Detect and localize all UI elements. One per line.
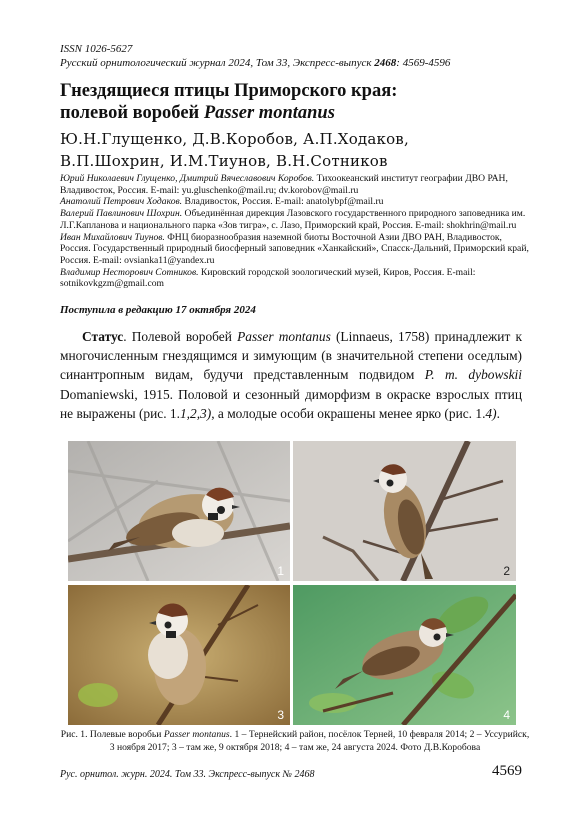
photo-number: 4 [503,708,510,722]
affiliation: Иван Михайлович Тиунов. ФНЦ биоразнообразия наземной биоты Восточной Азии ДВО РАН, Владивосток, Россия. Государственный природный биосферный заповедник «Ханкайский», Спасск-Дальний, Приморский край, Россия. E-mail: ovsianka11@yandex.ru [60,231,529,266]
title-line-2: полевой воробей Passer montanus [60,103,335,123]
photo-number: 2 [503,564,510,578]
photo-number: 1 [277,564,284,578]
authors-line-1: Ю.Н.Глущенко, Д.В.Коробов, А.П.Ходаков, [60,130,409,148]
authors [60,128,530,172]
issn: ISSN 1026-5627 [60,43,133,55]
status-label: Статус [82,329,124,344]
body-paragraph: Статус. Полевой воробей Passer montanus (Linnaeus, 1758) принадлежит к многочисленным гнездящимся и зимующим (в значительной степени оседлым) синантропным видам, будучи представленным подвидом P. m. dybowskii Domaniewski, 1915. Половой и сезонный диморфизм в окраске взрослых птиц не выражены (рис. 1.1,2,3), а молодые особи окрашены менее ярко (рис. 1.4). [60,329,522,421]
article-title [60,80,530,124]
authors-line-2: В.П.Шохрин, И.М.Тиунов, В.Н.Сотников [60,152,388,170]
affiliation: Валерий Павлинович Шохрин. Объединённая дирекция Лазовского государственного природного заповедника им. Л.Г.Капланова и национального парка «Зов тигра», с. Лазо, Приморский край, Россия. E-mail: shokhrin@mail.ru [60,208,526,231]
sparrow-photo-2-image [293,441,516,581]
figure-caption: Рис. 1. Полевые воробьи Passer montanus. 1 – Тернейский район, посёлок Терней, 10 февраля 2014; 2 – Уссурийск, 3 ноября 2017; 3 – там же, 9 октября 2018; 4 – там же, 24 августа 2024. Фото Д.В.Коробова [60,729,530,753]
photo-3 [68,585,290,725]
sparrow-photo-4-image [293,585,516,725]
photo-2 [293,441,516,581]
page-number: 4569 [492,763,522,779]
photo-4 [293,585,516,725]
journal-citation [60,56,450,70]
affiliation: Юрий Николаевич Глущенко, Дмитрий Вячеславович Коробов. Тихоокеанский институт географии ДВО РАН, Владивосток, Россия. E-mail: yu.gluschenko@mail.ru; dv.korobov@mail.ru [60,173,508,196]
sparrow-photo-1-image [68,441,290,581]
photo-number: 3 [277,708,284,722]
page-range: : 4569-4596 [396,57,451,69]
title-latin-name: Passer montanus [203,103,335,123]
footer-citation: Рус. орнитол. журн. 2024. Том 33. Экспресс-выпуск № 2468 [60,769,315,780]
issue-number: 2468 [374,57,397,69]
affiliation: Владимир Несторович Сотников. Кировский городской зоологический музей, Киров, Россия. E-mail: sotnikovkgzm@gmail.com [60,266,476,290]
sparrow-photo-3-image [68,585,290,725]
affiliations [60,173,530,290]
figure-photos [68,441,516,725]
affiliation: Анатолий Петрович Ходаков. Владивосток, Россия. E-mail: anatolybpf@mail.ru [60,196,384,208]
photo-1 [68,441,290,581]
journal-name: Русский орнитологический журнал 2024, Том 33, Экспресс-выпуск [60,57,375,69]
title-line-1: Гнездящиеся птицы Приморского края: [60,81,398,101]
received-date: Поступила в редакцию 17 октября 2024 [60,304,256,316]
